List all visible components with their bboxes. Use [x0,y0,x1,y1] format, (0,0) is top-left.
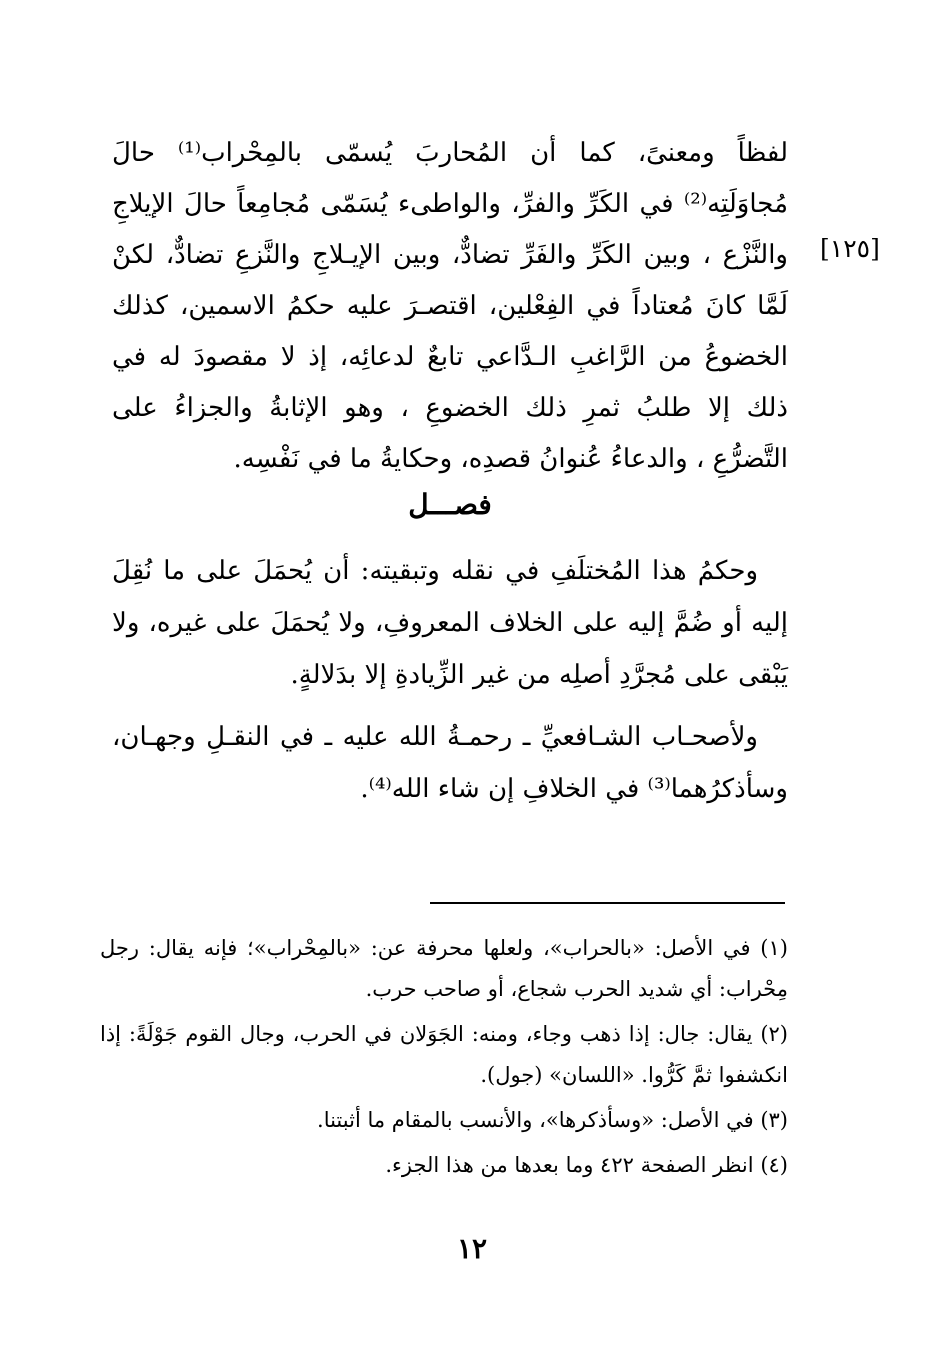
paragraph-2 [112,545,788,701]
paragraph-1 [112,128,788,485]
paragraph-2-text: وحكمُ هذا المُختلَفِ في نقله وتبقيته: أن يُحمَلَ على ما نُقِلَ إليه أو ضُمَّ إليه على الخلاف المعروفِ، ولا يُحمَلَ على غيره، ولا يَبْقى على مُجرَّدِ أصلِه من غير الزِّيادةِ إلا بدَلالةٍ. [112,556,788,690]
footnote-2 [100,1014,788,1096]
paragraph-1-text: لفظاً ومعنىً، كما أن المُحاربَ يُسمّى بالمِحْراب⁽¹⁾ حالَ مُجاوَلَتِه⁽²⁾ في الكَرِّ والفرِّ، والواطىء يُسَمّى مُجامِعاً حالَ الإيلاجِ والنَّزْع ، وبين الكَرِّ والفَرِّ تضادٌّ، وبين الإيـلاجِ والنَّزعِ تضادٌّ، لكنْ لَمَّا كانَ مُعتاداً في الفِعْلين، اقتصـرَ عليه حكمُ الاسمين، كذلك الخضوعُ من الرَّاغبِ الـدَّاعي تابعٌ لدعائِه، إذ لا مقصودَ له في ذلك إلا طلبُ ثمرِ ذلك الخضوعِ ، وهو الإثابةُ والجزاءُ على التَّضرُّعِ ، والدعاءُ عُنوانُ قصدِه، وحكايةُ ما في نَفْسِه. [112,138,788,474]
footnote-number: (٣) [760,1108,788,1132]
footnote-text: انظر الصفحة ٤٢٢ وما بعدها من هذا الجزء. [385,1153,754,1177]
footnote-1 [100,928,788,1010]
margin-page-reference: [١٢٥] [820,234,880,263]
footnotes [100,928,788,1190]
page-number: ١٢ [456,1232,488,1265]
footnote-4 [100,1145,788,1186]
footnote-number: (١) [760,936,788,960]
footnote-separator [430,902,785,904]
section-heading: فصـــل [408,488,492,521]
footnote-3 [100,1100,788,1141]
paragraph-3-text: ولأصحـاب الشـافعيِّ ـ رحمـةُ الله عليه ـ في النقـلِ وجهـان، وسأذكرُهما⁽³⁾ في الخلافِ إن شاء الله⁽⁴⁾. [112,722,788,804]
footnote-text: في الأصل: «وسأذكرها»، والأنسب بالمقام ما أثبتنا. [317,1108,754,1132]
footnote-text: يقال: جال: إذا ذهب وجاء، ومنه: الجَوَلان في الحرب، وجال القوم جَوْلَةً: إذا انكشفوا ثمَّ كَرُّوا. «اللسان» (جول). [100,1022,788,1087]
paragraph-3 [112,711,788,815]
footnote-number: (٢) [760,1022,788,1046]
footnote-text: في الأصل: «بالحراب»، ولعلها محرفة عن: «بالمِحْراب»؛ فإنه يقال: رجل مِحْراب: أي شديد الحرب شجاع، أو صاحب حرب. [100,936,788,1001]
footnote-number: (٤) [760,1153,788,1177]
